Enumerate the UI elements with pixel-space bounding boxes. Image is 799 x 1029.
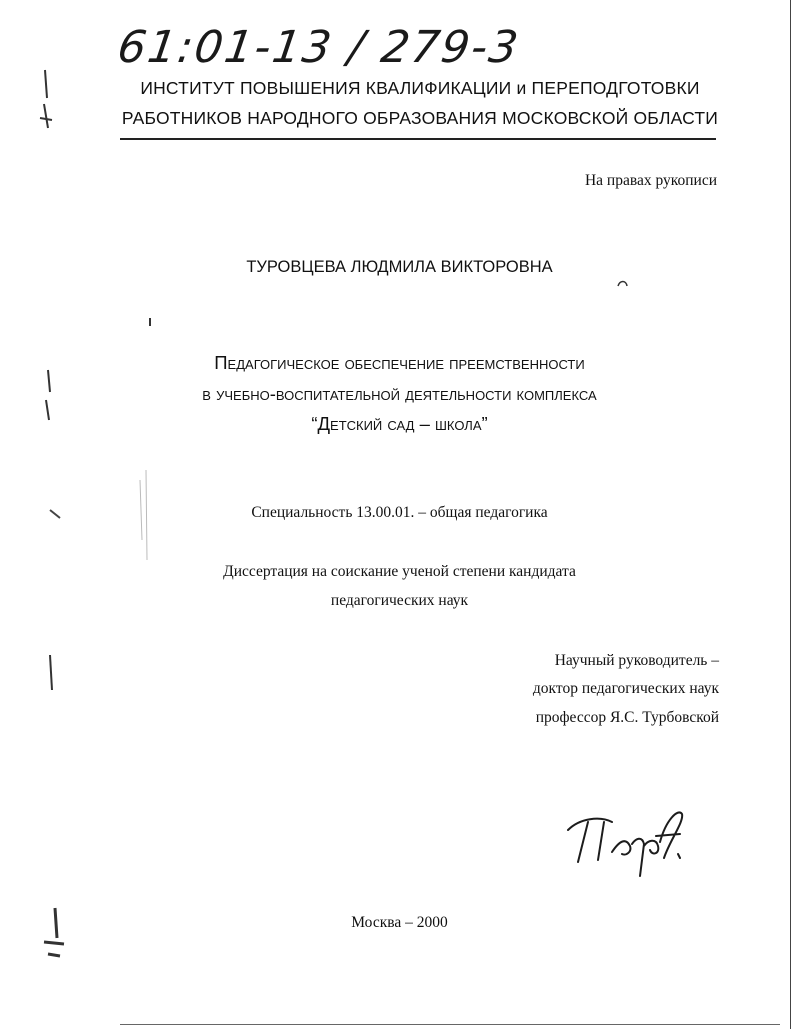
rights-notice: На правах рукописи [584,172,717,189]
bottom-edge-rule [120,1024,780,1025]
thesis-title-line3: “Детский сад – школа” [311,413,488,434]
supervisor-label: Научный руководитель – [554,652,719,669]
supervisor-degree: доктор педагогических наук [532,680,719,697]
specialty-line: Специальность 13.00.01. – общая педагогика [251,504,548,521]
institute-name-line1: ИНСТИТУТ ПОВЫШЕНИЯ КВАЛИФИКАЦИИ и ПЕРЕПОДГОТОВКИ [140,78,700,98]
right-edge-rule [790,0,791,1029]
institute-name-line2: РАБОТНИКОВ НАРОДНОГО ОБРАЗОВАНИЯ МОСКОВСКОЙ ОБЛАСТИ [121,108,719,128]
author-name: ТУРОВЦЕВА ЛЮДМИЛА ВИКТОРОВНА [246,258,553,276]
thesis-title-line2: в учебно-воспитательной деятельности комплекса [202,383,597,404]
supervisor-name: профессор Я.С. Турбовской [535,709,719,726]
thesis-title-line1: Педагогическое обеспечение преемственности [214,352,585,373]
place-and-year: Москва – 2000 [351,914,448,931]
dissertation-degree-line2: педагогических наук [330,592,469,609]
dissertation-degree-line1: Диссертация на соискание ученой степени кандидата [223,563,576,580]
handwritten-catalog-number: 61:01-13 / 279-3 [114,22,523,73]
